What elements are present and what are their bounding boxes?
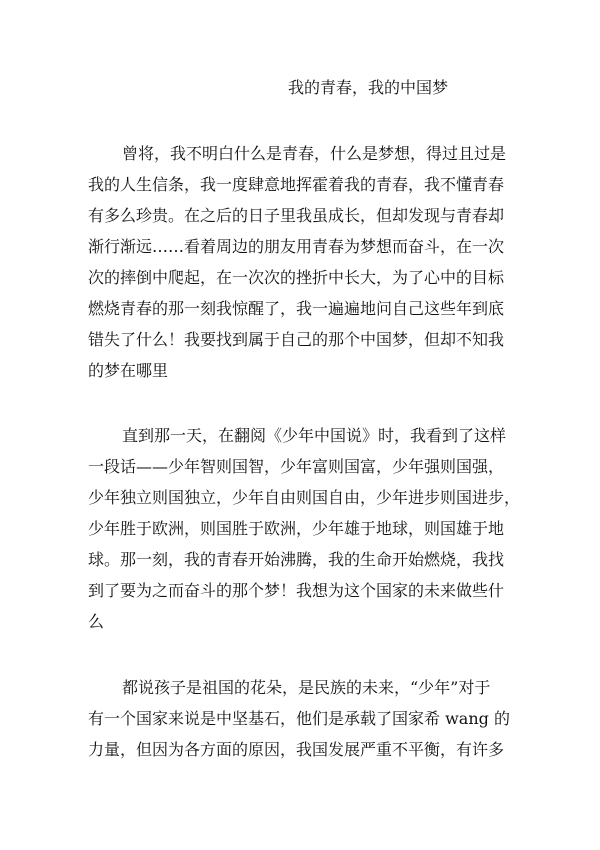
text-line: 球。那一刻，我的青春开始沸腾，我的生命开始燃烧，我找 (88, 550, 505, 569)
text-line: 错失了什么！我要找到属于自己的那个中国梦，但却不知我 (88, 330, 505, 349)
text-line: 曾将，我不明白什么是青春，什么是梦想，得过且过是 (122, 144, 507, 163)
text-line: 有多么珍贵。在之后的日子里我虽成长，但却发现与青春却 (88, 206, 505, 225)
paragraph-2 (88, 420, 528, 637)
text-line: 都说孩子是祖国的花朵，是民族的未来，“少年”对于 (122, 678, 491, 697)
text-line: 力量，但因为各方面的原因，我国发展严重不平衡，有许多 (88, 740, 505, 759)
text-line: 少年独立则国独立，少年自由则国自由，少年进步则国进步， (88, 488, 521, 507)
text-line: 我的人生信条，我一度肆意地挥霍着我的青春，我不懂青春 (88, 175, 505, 194)
text-line: 一段话——少年智则国智，少年富则国富，少年强则国强， (88, 457, 505, 476)
text-line: 少年胜于欧洲，则国胜于欧洲，少年雄于地球，则国雄于地 (88, 519, 505, 538)
text-line: 渐行渐远……看着周边的朋友用青春为梦想而奋斗，在一次 (88, 237, 505, 256)
text-line: 直到那一天，在翻阅《少年中国说》时，我看到了这样 (122, 426, 507, 445)
paragraph-1 (88, 138, 528, 386)
document-title: 我的青春，我的中国梦 (288, 78, 449, 97)
text-line: 的梦在哪里 (88, 361, 169, 380)
text-line: 么 (88, 612, 105, 631)
paragraph-3 (88, 672, 528, 765)
text-line: 到了要为之而奋斗的那个梦！我想为这个国家的未来做些什 (88, 581, 505, 600)
text-line: 次的摔倒中爬起，在一次次的挫折中长大，为了心中的目标 (88, 268, 505, 287)
text-line: 有一个国家来说是中坚基石，他们是承载了国家希 wang 的 (88, 709, 510, 728)
text-line: 燃烧青春的那一刻我惊醒了，我一遍遍地问自己这些年到底 (88, 299, 505, 318)
